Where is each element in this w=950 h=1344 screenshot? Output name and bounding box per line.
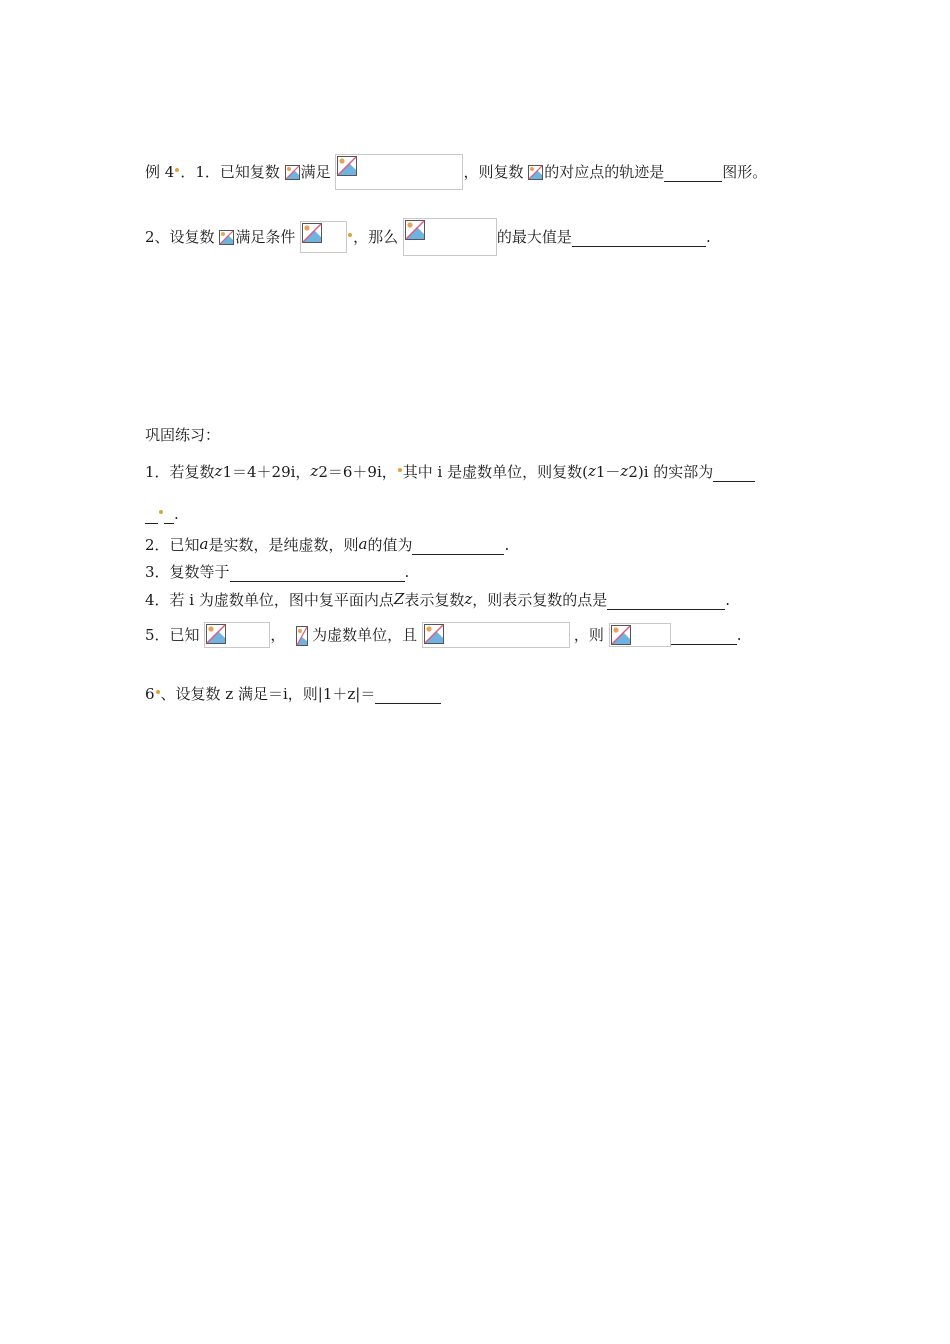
p5-text-e: .	[736, 626, 742, 644]
answer-blank[interactable]	[607, 591, 725, 610]
q1-text-c: ，则复数	[463, 163, 524, 181]
var-Z: Z	[393, 590, 405, 608]
q1-text-a: ．1．已知复数	[180, 163, 280, 181]
var-z: z	[214, 462, 223, 480]
var-z: z	[587, 462, 596, 480]
p2-text-d: .	[504, 536, 510, 554]
p4-text-b: 表示复数	[404, 591, 465, 609]
p5-text-c: 为虚数单位，且	[312, 626, 418, 644]
var-z: z	[464, 590, 473, 608]
answer-blank[interactable]	[671, 626, 737, 645]
broken-image-icon	[296, 624, 312, 646]
answer-blank[interactable]	[375, 685, 441, 704]
p4-text-c: ，则表示复数的点是	[472, 591, 608, 609]
practice-question-6	[145, 680, 441, 706]
marker-dot	[156, 690, 160, 694]
p5-text-d: ，则	[573, 626, 604, 644]
broken-image-icon	[219, 228, 235, 246]
q1-text-d: 的对应点的轨迹是	[544, 163, 665, 181]
p1-text-d: 其中 i 是虚数单位，则复数(	[402, 463, 588, 481]
p6-text-b: 、设复数 z 满足＝i，则|1＋z|＝	[160, 685, 376, 703]
example-label: 例 4	[145, 163, 175, 181]
p2-text-b: 是实数，是纯虚数，则	[208, 536, 359, 554]
answer-blank[interactable]	[145, 505, 158, 524]
broken-image-icon	[528, 163, 544, 181]
example-4-question-1	[145, 154, 767, 180]
example-4-question-2	[145, 218, 711, 244]
practice-heading-text: 巩固练习：	[145, 426, 221, 444]
practice-question-2	[145, 531, 509, 557]
practice-question-4	[145, 586, 730, 612]
p4-text-a: 4．若 i 为虚数单位，图中复平面内点	[145, 591, 394, 609]
var-a: a	[199, 535, 209, 553]
marker-dot	[398, 468, 402, 472]
p6-text-a: 6	[145, 685, 155, 703]
formula-image-placeholder	[204, 622, 270, 648]
p3-text-b: .	[404, 563, 410, 581]
p2-text-c: 的值为	[367, 536, 413, 554]
broken-image-icon	[285, 163, 301, 181]
q2-text-e: .	[705, 228, 711, 246]
practice-question-3	[145, 558, 409, 584]
var-z: z	[310, 462, 319, 480]
q2-text-c: ，那么	[353, 228, 399, 246]
p5-text-a: 5．已知	[145, 626, 200, 644]
formula-image-placeholder	[422, 622, 570, 648]
answer-blank[interactable]	[572, 228, 706, 247]
q1-text-e: 图形。	[722, 163, 768, 181]
formula-image-placeholder	[403, 218, 497, 256]
formula-image-placeholder	[300, 221, 347, 253]
p1-text-f: 2)i 的实部为	[628, 463, 714, 481]
p5-text-b: ，	[270, 626, 286, 644]
q2-text-a: 2、设复数	[145, 228, 215, 246]
answer-blank[interactable]	[713, 463, 755, 482]
q2-text-b: 满足条件	[235, 228, 296, 246]
p1-text-a: 1．若复数	[145, 463, 215, 481]
answer-blank[interactable]	[230, 563, 405, 582]
q2-text-d: 的最大值是	[496, 228, 572, 246]
q1-text-b: 满足	[300, 163, 331, 181]
p1-text-e: 1－	[595, 463, 621, 481]
marker-dot	[348, 233, 352, 237]
formula-image-placeholder	[609, 623, 671, 647]
answer-blank[interactable]	[164, 505, 174, 524]
p3-text-a: 3．复数等于	[145, 563, 230, 581]
var-a: a	[358, 535, 368, 553]
p1-text-b: 1＝4＋29i，	[222, 463, 311, 481]
marker-dot	[159, 510, 163, 514]
marker-dot	[175, 168, 179, 172]
var-z: z	[620, 462, 629, 480]
p4-text-d: .	[725, 591, 731, 609]
practice-question-5	[145, 618, 742, 650]
practice-heading	[145, 421, 220, 447]
formula-image-placeholder	[335, 154, 463, 190]
answer-blank[interactable]	[412, 536, 504, 555]
answer-blank[interactable]	[664, 163, 722, 182]
p1-text-c: 2＝6＋9i，	[318, 463, 397, 481]
p1-end: .	[174, 505, 179, 523]
p2-text-a: 2．已知	[145, 536, 200, 554]
practice-question-1	[145, 458, 755, 484]
practice-question-1-continued	[145, 500, 179, 526]
